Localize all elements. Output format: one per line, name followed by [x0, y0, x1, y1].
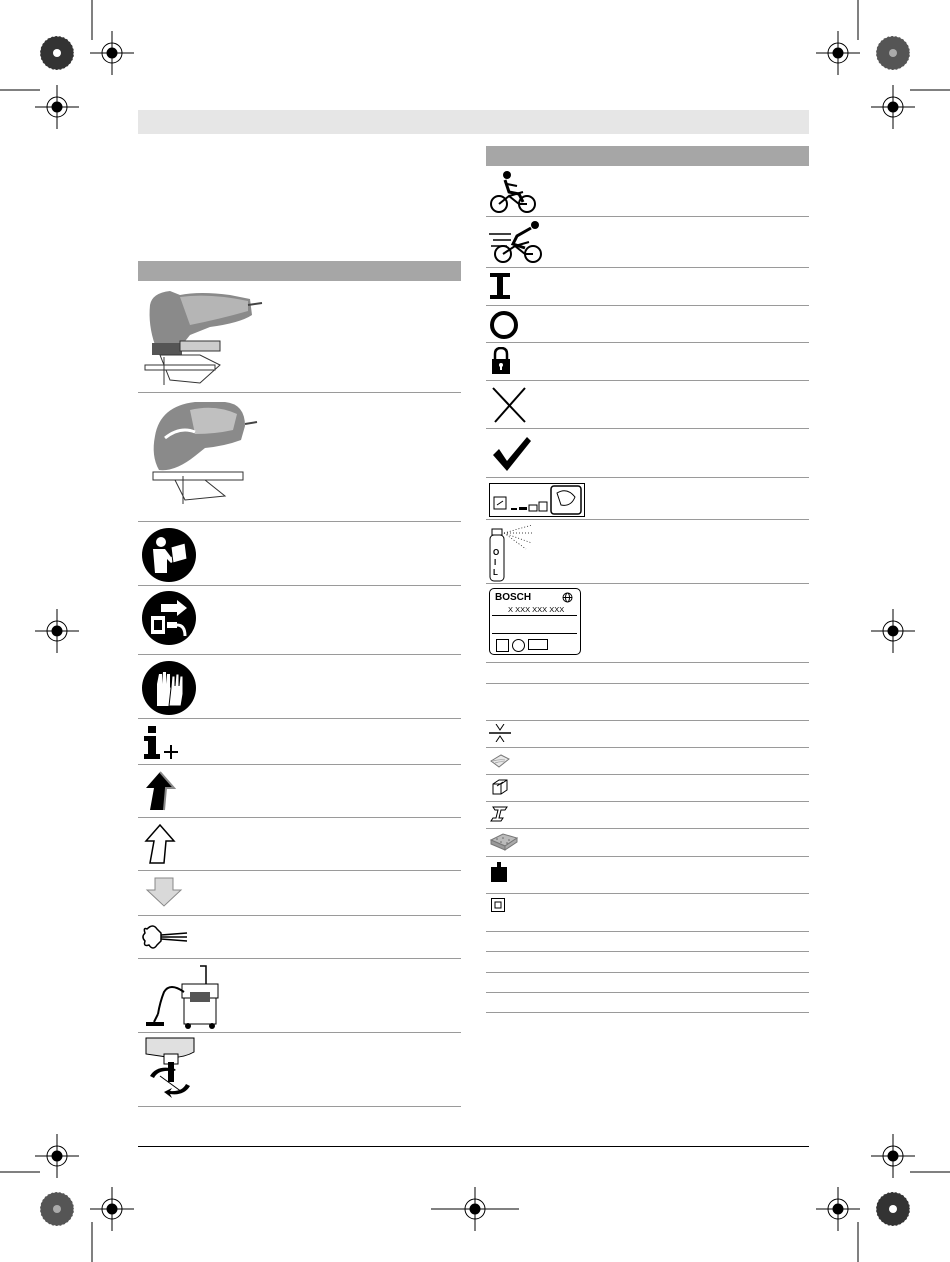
- divider: [138, 718, 461, 719]
- divider: [486, 583, 809, 584]
- svg-text:O: O: [493, 548, 500, 557]
- divider: [486, 856, 809, 857]
- vacuum-cleaner-icon: [140, 962, 230, 1030]
- aluminum-icon: [489, 778, 511, 796]
- switch-on-icon: [490, 273, 510, 299]
- weight-icon: [491, 862, 507, 882]
- sawing-thickness-icon: [489, 724, 511, 742]
- divider: [486, 662, 809, 663]
- left-table-header: [138, 261, 461, 281]
- svg-text:L: L: [493, 568, 498, 577]
- wood-icon: [489, 751, 511, 769]
- divider: [486, 931, 809, 932]
- oil-spray-icon: [486, 523, 536, 583]
- cyclist-slow-icon: [489, 170, 537, 214]
- right-table-header: [486, 146, 809, 166]
- cross-icon: [491, 386, 527, 424]
- nameplate-rule: [492, 633, 577, 634]
- nameplate-circle: [512, 639, 525, 652]
- divider: [138, 870, 461, 871]
- arrow-down-icon: [145, 876, 183, 908]
- read-manual-icon: [141, 527, 197, 583]
- divider: [138, 392, 461, 393]
- tool-change-icon: [140, 1036, 200, 1100]
- divider: [486, 972, 809, 973]
- divider: [486, 992, 809, 993]
- divider: [486, 216, 809, 217]
- divider: [138, 817, 461, 818]
- divider: [486, 477, 809, 478]
- filled-arrow-up-icon: [142, 770, 178, 812]
- switch-off-icon: [489, 310, 519, 340]
- divider: [486, 683, 809, 684]
- nameplate-brand: BOSCH: [495, 592, 532, 603]
- divider: [486, 801, 809, 802]
- jigsaw-pendulum-icon: [140, 285, 265, 389]
- nameplate-rect: [528, 639, 548, 650]
- nameplate-square: [496, 639, 509, 652]
- svg-text:I: I: [494, 558, 497, 567]
- jigsaw-icon: [145, 396, 260, 506]
- divider: [486, 893, 809, 894]
- divider: [138, 585, 461, 586]
- chipboard-icon: [489, 832, 519, 852]
- cyclist-fast-icon: [489, 220, 549, 264]
- divider: [486, 519, 809, 520]
- divider: [486, 380, 809, 381]
- nameplate-icon: [489, 588, 581, 655]
- protection-class-icon: [491, 898, 505, 912]
- checkmark-icon: [491, 435, 533, 473]
- divider: [486, 305, 809, 306]
- globe-icon: [562, 592, 573, 603]
- divider: [138, 958, 461, 959]
- divider: [486, 828, 809, 829]
- divider: [138, 521, 461, 522]
- divider: [138, 764, 461, 765]
- divider: [138, 1032, 461, 1033]
- blowing-air-icon: [141, 921, 191, 953]
- lock-icon: [491, 347, 511, 375]
- divider: [486, 428, 809, 429]
- divider: [486, 342, 809, 343]
- footer-rule: [138, 1146, 809, 1147]
- divider: [486, 1012, 809, 1013]
- accessories-info-icon: [142, 726, 182, 760]
- divider: [486, 267, 809, 268]
- outline-arrow-up-icon: [142, 823, 178, 865]
- nameplate-rule: [492, 615, 577, 616]
- divider: [486, 774, 809, 775]
- unplug-icon: [141, 590, 197, 646]
- divider: [486, 951, 809, 952]
- speed-dial-icon: [489, 483, 585, 517]
- divider: [138, 1106, 461, 1107]
- header-band: [138, 110, 809, 134]
- steel-icon: [489, 805, 511, 823]
- divider: [138, 915, 461, 916]
- divider: [138, 654, 461, 655]
- wear-gloves-icon: [141, 660, 197, 716]
- nameplate-serial: X XXX XXX XXX: [508, 605, 565, 614]
- divider: [486, 720, 809, 721]
- divider: [486, 747, 809, 748]
